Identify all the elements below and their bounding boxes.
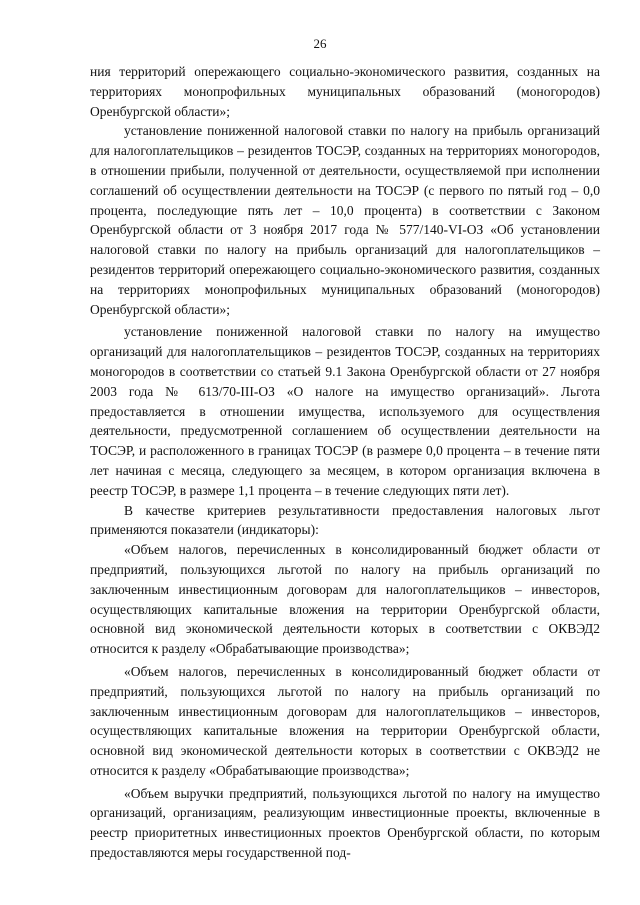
paragraph-indicator-revenue: «Объем выручки предприятий, пользующихся льготой по налогу на имущество организаций, организациям, реализующим инвестиционные проекты, включенные в реестр приоритетных инвестиционных проектов Оренбургской области, по которым предоставляются меры государственной под-	[90, 785, 600, 861]
paragraph-profit-tax-rate: установление пониженной налоговой ставки по налогу на прибыль организаций для налогоплательщиков – резидентов ТОСЭР, созданных на территориях моногородов, в отношении прибыли, полученной от деятельности, осуществляемой при исполнении соглашений об осуществлении деятельности на ТОСЭР (с первого по пятый год – 0,0 процента, последующие пять лет – 10,0 процента) в соответствии с Законом Оренбургской области от 3 ноября 2017 года № 577/140-VI-ОЗ «Об установлении налоговой ставки по налогу на прибыль организаций для налогоплательщиков – резидентов территорий опережающего социально-экономического развития, созданных на территориях монопрофильных муниципальных образований (моногородов) Оренбургской области»;	[90, 123, 600, 317]
paragraph-continuation: ния территорий опережающего социально-экономического развития, созданных на территориях монопрофильных муниципальных образований (моногородов) Оренбургской области»;	[90, 64, 600, 119]
page-number: 26	[313, 36, 327, 51]
paragraph-criteria-intro: В качестве критериев результативности предоставления налоговых льгот применяются показатели (индикаторы):	[90, 502, 600, 538]
paragraph-indicator-manufacturing: «Объем налогов, перечисленных в консолидированный бюджет области от предприятий, пользующихся льготой по налогу на прибыль организаций по заключенным инвестиционным договорам для налогоплательщиков – инвесторов, осуществляющих капитальные вложения на территории Оренбургской области, основной вид экономической деятельности которых в соответствии с ОКВЭД2 относится к разделу «Обрабатывающие производства»;	[90, 542, 600, 657]
paragraph-property-tax-rate: установление пониженной налоговой ставки по налогу на имущество организаций для налогоплательщиков – резидентов ТОСЭР, созданных на территориях моногородов в соответствии со статьей 9.1 Закона Оренбургской области от 27 ноября 2003 года № 613/70-III-ОЗ «О налоге на имущество организаций». Льгота предоставляется в отношении имущества, используемого для осуществления деятельности, предусмотренной соглашением об осуществлении деятельности на ТОСЭР, и расположенного в границах ТОСЭР (в размере 0,0 процента – в течение пяти лет начиная с месяца, следующего за месяцем, в котором организация включена в реестр ТОСЭР, в размере 1,1 процента – в течение следующих пяти лет).	[90, 324, 600, 498]
document-body	[90, 62, 600, 863]
paragraph-indicator-non-manufacturing: «Объем налогов, перечисленных в консолидированный бюджет области от предприятий, пользующихся льготой по налогу на прибыль организаций по заключенным инвестиционным договорам для налогоплательщиков – инвесторов, осуществляющих капитальные вложения на территории Оренбургской области, основной вид экономической деятельности которых в соответствии с ОКВЭД2 не относится к разделу «Обрабатывающие производства»;	[90, 663, 600, 778]
